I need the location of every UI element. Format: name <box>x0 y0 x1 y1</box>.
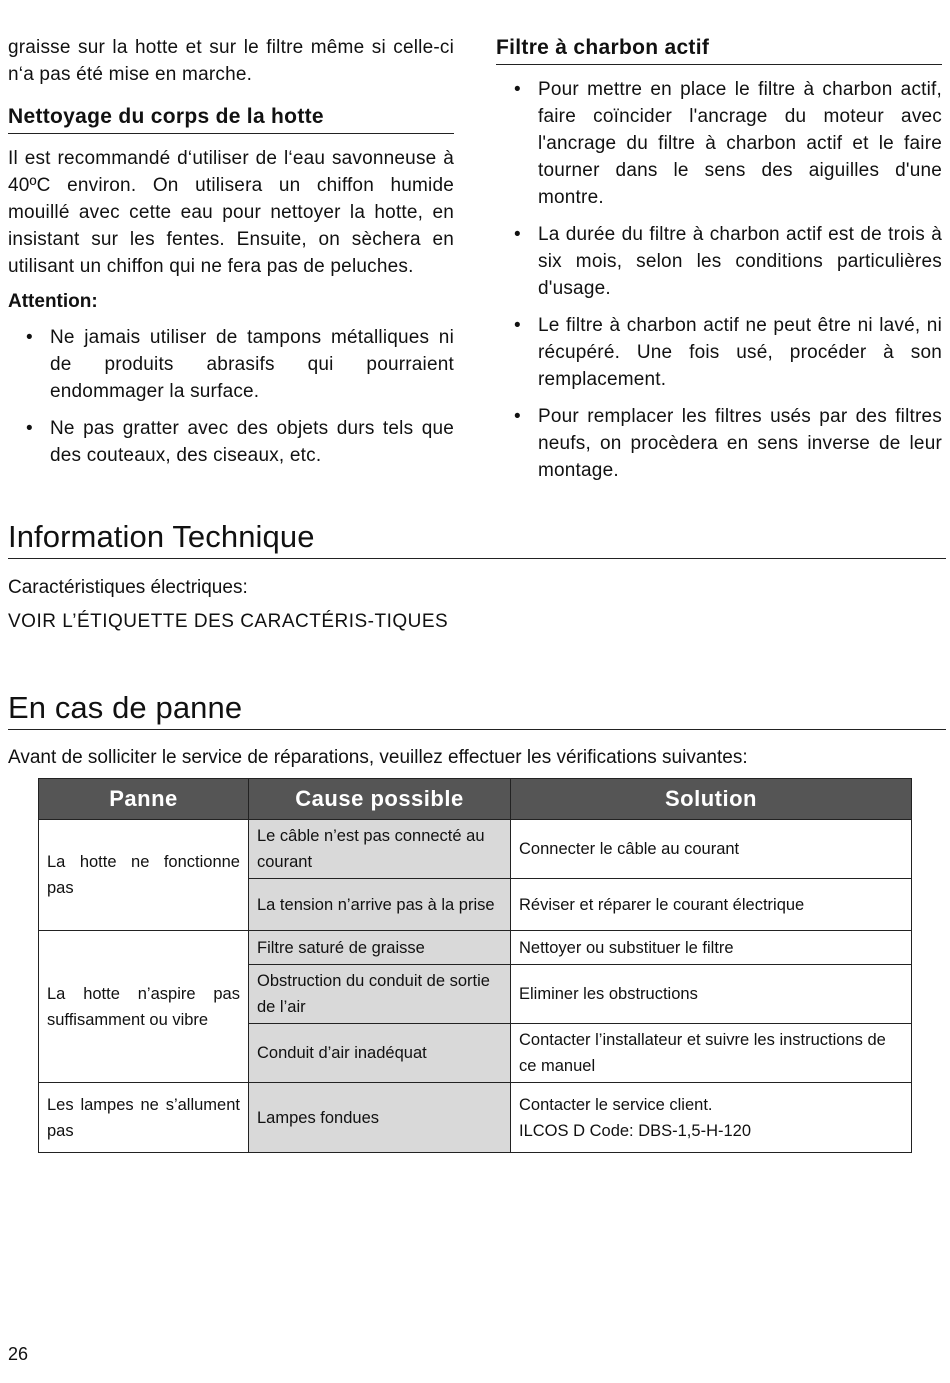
cause-cell: Conduit d’air inadéquat <box>249 1024 511 1083</box>
bullet-icon: • <box>514 224 521 245</box>
filter-list <box>496 76 942 484</box>
panne-cell: La hotte n’aspire pas suffisamment ou vibre <box>39 931 249 1083</box>
bullet-icon: • <box>26 327 33 348</box>
bullet-icon: • <box>26 418 33 439</box>
intro-paragraph: graisse sur la hotte et sur le filtre même si celle-ci n‘a pas été mise en marche. <box>8 37 454 85</box>
solution-cell: Connecter le câble au courant <box>511 820 912 879</box>
solution-cell <box>511 1083 912 1153</box>
attention-item: • Ne pas gratter avec des objets durs tels que des couteaux, des ciseaux, etc. <box>8 415 454 469</box>
table-row <box>39 820 912 879</box>
cause-cell: Le câble n’est pas connecté au courant <box>249 820 511 879</box>
elec-value: VOIR L’ÉTIQUETTE DES CARACTÉRIS-TIQUES <box>8 611 449 632</box>
attention-list <box>8 324 454 469</box>
cleaning-heading: Nettoyage du corps de la hotte <box>8 103 454 134</box>
filter-item: • La durée du filtre à charbon actif est de trois à six mois, selon les conditions particulières d'usage. <box>496 221 942 302</box>
filter-heading: Filtre à charbon actif <box>496 34 942 65</box>
left-column <box>8 34 454 469</box>
info-tech-title: Information Technique <box>8 518 946 559</box>
attention-label: Attention: <box>8 291 98 312</box>
solution-line: ILCOS D Code: DBS-1,5-H-120 <box>519 1121 752 1140</box>
header-panne: Panne <box>39 779 249 820</box>
table-row <box>39 931 912 965</box>
troubleshooting-table <box>38 778 912 1153</box>
panne-title: En cas de panne <box>8 689 946 730</box>
header-solution: Solution <box>511 779 912 820</box>
solution-cell: Eliminer les obstructions <box>511 965 912 1024</box>
filter-item: • Pour mettre en place le filtre à charbon actif, faire coïncider l'ancrage du moteur avec l'ancrage du filtre à charbon actif et le faire tourner dans le sens des aiguilles d'une montre. <box>496 76 942 211</box>
cause-cell: La tension n’arrive pas à la prise <box>249 879 511 931</box>
attention-item: • Ne jamais utiliser de tampons métalliques ni de produits abrasifs qui pourraient endommager la surface. <box>8 324 454 405</box>
cause-cell: Filtre saturé de graisse <box>249 931 511 965</box>
cause-cell: Obstruction du conduit de sortie de l’air <box>249 965 511 1024</box>
page-number: 26 <box>8 1344 29 1364</box>
cleaning-paragraph: Il est recommandé d‘utiliser de l‘eau savonneuse à 40ºC environ. On utilisera un chiffon humide mouillé avec cette eau pour nettoyer la hotte, en insistant sur les fentes. Ensuite, on sèchera en utilisant un chiffon qui ne fera pas de peluches. <box>8 148 454 277</box>
table-header-row <box>39 779 912 820</box>
bullet-icon: • <box>514 315 521 336</box>
right-column <box>496 34 942 484</box>
solution-cell: Réviser et réparer le courant électrique <box>511 879 912 931</box>
bullet-icon: • <box>514 79 521 100</box>
elec-label: Caractéristiques électriques: <box>8 577 248 598</box>
header-cause: Cause possible <box>249 779 511 820</box>
panne-intro: Avant de solliciter le service de réparations, veuillez effectuer les vérifications suivantes: <box>8 747 748 768</box>
solution-cell: Nettoyer ou substituer le filtre <box>511 931 912 965</box>
filter-item: • Pour remplacer les filtres usés par des filtres neufs, on procèdera en sens inverse de leur montage. <box>496 403 942 484</box>
panne-cell: Les lampes ne s’allument pas <box>39 1083 249 1153</box>
solution-line: Contacter le service client. <box>519 1095 713 1114</box>
filter-item: • Le filtre à charbon actif ne peut être ni lavé, ni récupéré. Une fois usé, procéder à son remplacement. <box>496 312 942 393</box>
solution-cell: Contacter l’installateur et suivre les instructions de ce manuel <box>511 1024 912 1083</box>
table-row <box>39 1083 912 1153</box>
cause-cell: Lampes fondues <box>249 1083 511 1153</box>
bullet-icon: • <box>514 406 521 427</box>
panne-cell: La hotte ne fonctionne pas <box>39 820 249 931</box>
